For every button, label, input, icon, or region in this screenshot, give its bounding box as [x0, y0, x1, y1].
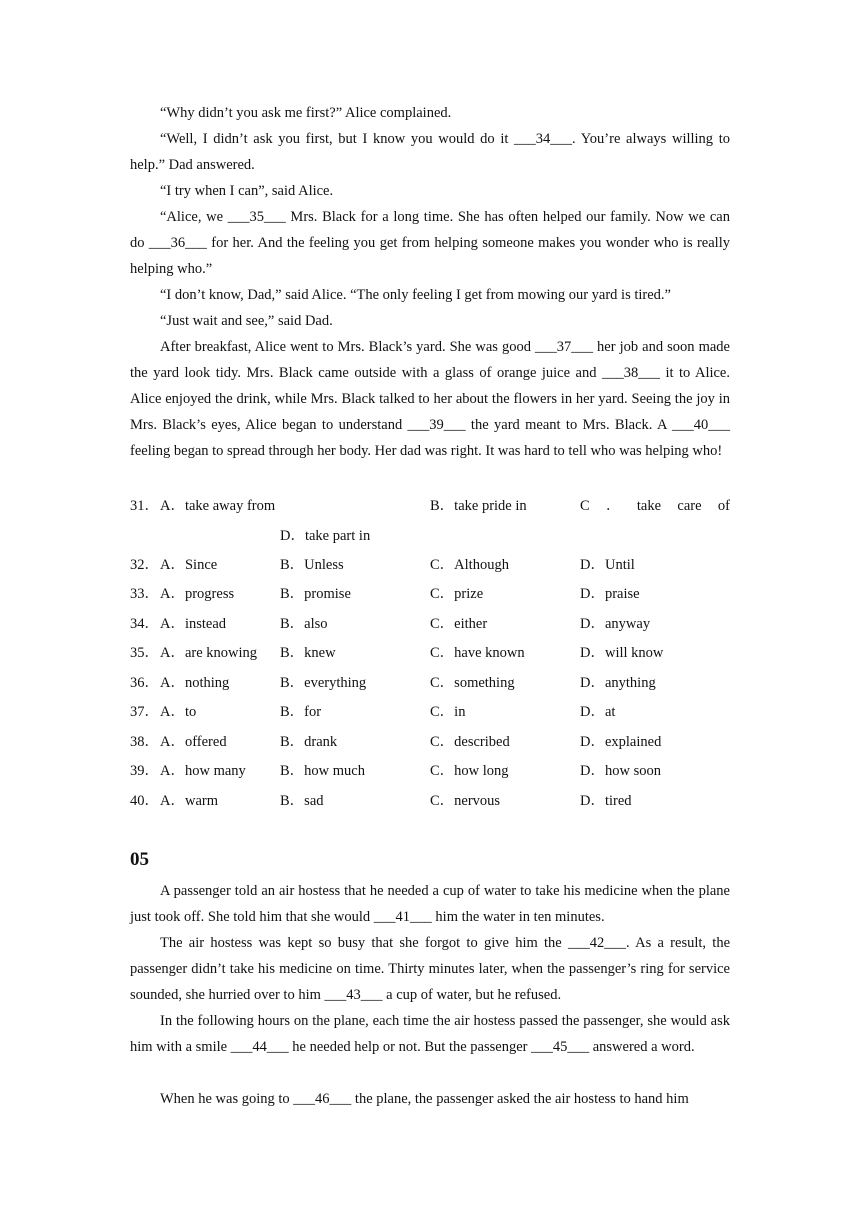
option-b: B．also — [280, 616, 328, 632]
option-d: D．will know — [580, 645, 664, 661]
option-c: C．prize — [430, 586, 484, 602]
option-a: A．to — [160, 704, 197, 720]
question-row — [130, 787, 730, 816]
question-31 — [130, 492, 730, 521]
question-number: 33． — [130, 586, 159, 602]
paragraph: “Just wait and see,” said Dad. — [160, 313, 333, 329]
option-a: A．progress — [160, 586, 235, 602]
section-title: 05 — [130, 849, 149, 870]
question-number: 34． — [130, 616, 159, 632]
option-c — [580, 492, 730, 521]
option-c: C．either — [430, 616, 488, 632]
paragraph: “Why didn’t you ask me first?” Alice complained. — [160, 105, 452, 121]
question-row — [130, 757, 730, 786]
paragraph: “Alice, we ___35___ Mrs. Black for a long time. She has often helped our family. Now we can do ___36___ for her. And the feeling you get from helping someone makes you wonder who is really helping who.” — [130, 209, 730, 277]
question-number: 37． — [130, 704, 159, 720]
question-row — [130, 639, 730, 668]
option-b: B．everything — [280, 675, 367, 691]
option-b: B．for — [280, 704, 322, 720]
option-a: A．nothing — [160, 675, 230, 691]
question-row — [130, 580, 730, 609]
question-number: 36． — [130, 675, 159, 691]
option-c-part: take — [636, 498, 662, 514]
option-a: A．warm — [160, 793, 218, 809]
option-d: D．anything — [580, 675, 656, 691]
question-31-continued — [130, 522, 730, 551]
option-a: A．Since — [160, 557, 218, 573]
question-row — [130, 728, 730, 757]
question-number: 40． — [130, 793, 159, 809]
paragraph: “Well, I didn’t ask you first, but I know you would do it ___34___. You’re always willing to help.” Dad answered. — [130, 131, 730, 173]
option-c-part: of — [717, 498, 730, 514]
option-c: C．described — [430, 734, 510, 750]
option-c: C．how long — [430, 763, 509, 779]
paragraph: “I don’t know, Dad,” said Alice. “The only feeling I get from mowing our yard is tired.” — [160, 287, 671, 303]
option-a: A．take away from — [160, 498, 276, 514]
option-c: C．Although — [430, 557, 509, 573]
option-d: D．at — [580, 704, 616, 720]
option-c-part: ． — [606, 498, 621, 514]
question-number: 31． — [130, 498, 159, 514]
option-c-part: C — [580, 498, 590, 514]
option-d: D．how soon — [580, 763, 661, 779]
option-a: A．how many — [160, 763, 246, 779]
paragraph: In the following hours on the plane, each time the air hostess passed the passenger, she would ask him with a smile ___44___ he needed help or not. But the passenger ___45___ answered a word. — [130, 1013, 730, 1055]
option-b: B．take pride in — [430, 498, 527, 514]
option-d: D．anyway — [580, 616, 651, 632]
option-b: B．promise — [280, 586, 351, 602]
paragraph: After breakfast, Alice went to Mrs. Black’s yard. She was good ___37___ her job and soon made the yard look tidy. Mrs. Black came outside with a glass of orange juice and ___38___ it to Alice. Alice enjoyed the drink, while Mrs. Black talked to her about the flowers in her yard. Seeing the joy in Mrs. Black’s eyes, Alice began to understand ___39___ the yard meant to Mrs. Black. A ___40___ feeling began to spread through her body. Her dad was right. It was hard to tell who was helping who! — [130, 339, 730, 459]
question-number: 38． — [130, 734, 159, 750]
question-row — [130, 610, 730, 639]
option-a: A．are knowing — [160, 645, 258, 661]
question-number: 32． — [130, 557, 159, 573]
option-d: D．tired — [580, 793, 632, 809]
paragraph: When he was going to ___46___ the plane, the passenger asked the air hostess to hand him — [160, 1091, 689, 1107]
paragraph: “I try when I can”, said Alice. — [160, 183, 334, 199]
paragraph: A passenger told an air hostess that he needed a cup of water to take his medicine when the plane just took off. She told him that she would ___41___ him the water in ten minutes. — [130, 883, 730, 925]
option-a: A．instead — [160, 616, 227, 632]
option-d: D．explained — [580, 734, 662, 750]
question-row — [130, 669, 730, 698]
option-c: C．nervous — [430, 793, 501, 809]
question-number: 39． — [130, 763, 159, 779]
option-b: B．Unless — [280, 557, 344, 573]
option-d: D．take part in — [280, 528, 371, 544]
paragraph: The air hostess was kept so busy that she forgot to give him the ___42___. As a result, the passenger didn’t take his medicine on time. Thirty minutes later, when the passenger’s ring for service sounded, she hurried over to him ___43___ a cup of water, but he refused. — [130, 935, 730, 1003]
option-a: A．offered — [160, 734, 227, 750]
option-b: B．sad — [280, 793, 324, 809]
question-number: 35． — [130, 645, 159, 661]
question-row — [130, 698, 730, 727]
option-c: C．in — [430, 704, 466, 720]
option-b: B．knew — [280, 645, 336, 661]
question-row — [130, 551, 730, 580]
option-c: C．something — [430, 675, 515, 691]
option-c-part: care — [677, 498, 702, 514]
option-d: D．Until — [580, 557, 635, 573]
option-b: B．drank — [280, 734, 338, 750]
option-b: B．how much — [280, 763, 365, 779]
option-c: C．have known — [430, 645, 525, 661]
option-d: D．praise — [580, 586, 640, 602]
